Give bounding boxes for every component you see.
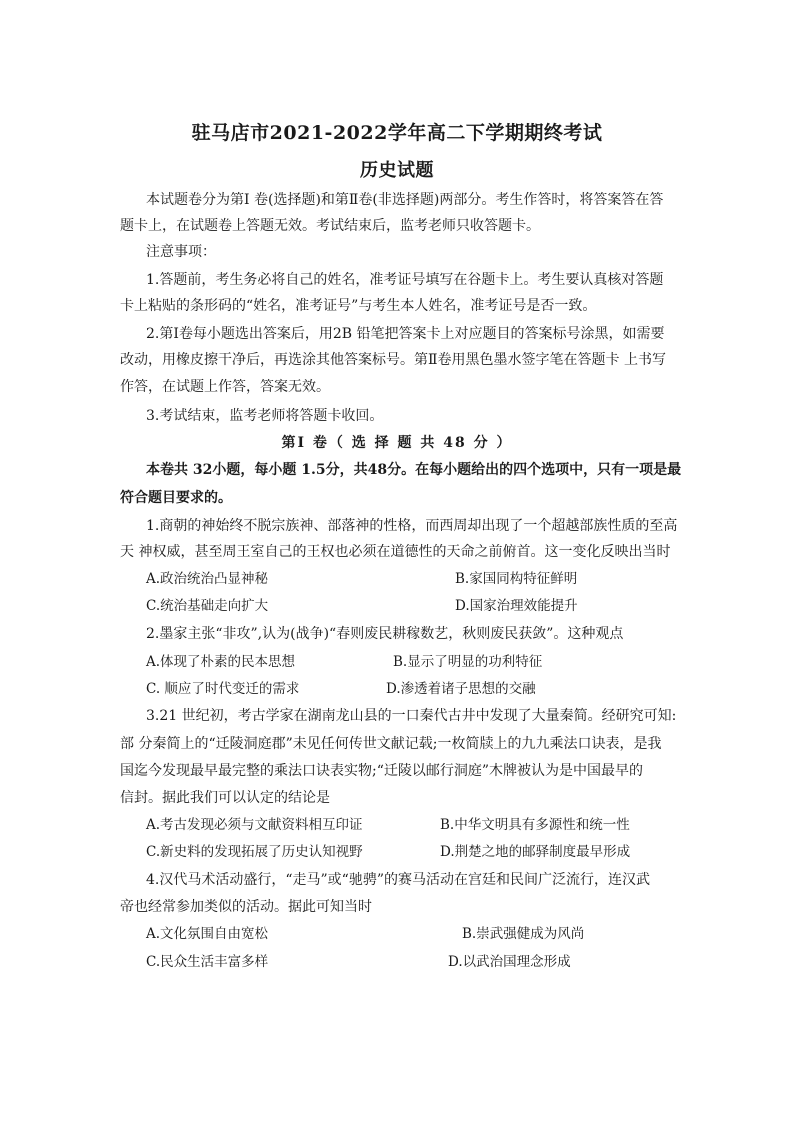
question-1-stem: 1.商朝的神始终不脱宗族神、部落神的性格，而西周却出现了一个超越部族性质的至高 bbox=[146, 518, 678, 534]
exam-title: 驻马店市2021-2022学年高二下学期期终考试 bbox=[191, 122, 603, 144]
question-2-stem: 2.墨家主张“非攻”,认为(战争)“春则废民耕稼数艺，秋则废民获敛”。这种观点 bbox=[146, 626, 624, 642]
section-heading: 第Ⅰ 卷（ 选 择 题 共 48 分 ） bbox=[281, 435, 513, 451]
question-3-stem: 3.21 世纪初，考古学家在湖南龙山县的一口秦代古井中发现了大量秦简。经研究可知: bbox=[146, 708, 677, 724]
notice-heading: 注意事项： bbox=[146, 244, 216, 260]
question-3-stem: 国迄今发现最早最完整的乘法口诀表实物;“迁陵以邮行洞庭”木牌被认为是中国最早的 bbox=[120, 763, 644, 779]
question-1-stem: 天 神权威，甚至周王室自己的王权也必须在道德性的天命之前俯首。这一变化反映出当时 bbox=[120, 544, 671, 560]
q3-option-c: C.新史料的发现拓展了历史认知视野 bbox=[146, 844, 363, 860]
q2-option-d: D.渗透着诸子思想的交融 bbox=[386, 681, 536, 697]
question-3-stem: 信封。据此我们可以认定的结论是 bbox=[120, 790, 330, 806]
notice-line: 作答，在试题上作答，答案无效。 bbox=[120, 379, 330, 395]
question-4-stem: 帝也经常参加类似的活动。据此可知当时 bbox=[120, 899, 372, 915]
q3-option-b: B.中华文明具有多源性和统一性 bbox=[440, 817, 630, 833]
q4-option-d: D.以武治国理念形成 bbox=[448, 954, 571, 970]
q2-option-a: A.体现了朴素的民本思想 bbox=[146, 654, 296, 670]
notice-line: 2.第Ⅰ卷每小题选出答案后，用2B 铅笔把答案卡上对应题目的答案标号涂黑，如需要 bbox=[146, 326, 665, 342]
q3-option-d: D.荆楚之地的邮驿制度最早形成 bbox=[440, 844, 631, 860]
section-desc: 本卷共 32小题，每小题 1.5分，共48分。在每小题给出的四个选项中，只有一项是最 bbox=[146, 462, 682, 478]
notice-line: 3.考试结束，监考老师将答题卡收回。 bbox=[146, 408, 384, 424]
q2-option-c: C. 顺应了时代变迁的需求 bbox=[146, 681, 300, 697]
notice-line: 1.答题前，考生务必将自己的姓名，准考证号填写在谷题卡上。考生要认真核对答题 bbox=[146, 272, 664, 288]
notice-line: 卡上粘贴的条形码的“姓名，准考证号”与考生本人姓名，准考证号是否一致。 bbox=[120, 298, 597, 314]
exam-subtitle: 历史试题 bbox=[360, 160, 434, 181]
q1-option-d: D.国家治理效能提升 bbox=[455, 598, 578, 614]
q3-option-a: A.考古发现必须与文献资料相互印证 bbox=[146, 817, 363, 833]
q4-option-a: A.文化氛围自由宽松 bbox=[146, 926, 269, 942]
section-desc: 符合题目要求的。 bbox=[120, 490, 232, 506]
q1-option-b: B.家国同构特征鲜明 bbox=[455, 571, 578, 587]
intro-line: 题卡上，在试题卷上答题无效。考试结束后，监考老师只收答题卡。 bbox=[120, 218, 540, 234]
q1-option-c: C.统治基础走向扩大 bbox=[146, 598, 269, 614]
q4-option-b: B.崇武强健成为风尚 bbox=[462, 926, 585, 942]
q2-option-b: B.显示了明显的功利特征 bbox=[393, 654, 543, 670]
q1-option-a: A.政治统治凸显神秘 bbox=[146, 571, 269, 587]
question-3-stem: 部 分秦简上的“迁陵洞庭郡”未见任何传世文献记载;一枚简牍上的九九乘法口诀表，是我 bbox=[120, 736, 662, 752]
intro-line: 本试题卷分为第Ⅰ 卷(选择题)和第Ⅱ卷(非选择题)两部分。考生作答时，将答案答在答 bbox=[146, 192, 664, 208]
notice-line: 改动，用橡皮擦干净后，再选涂其他答案标号。第Ⅱ卷用黑色墨水签字笔在答题卡 上书写 bbox=[120, 352, 666, 368]
q4-option-c: C.民众生活丰富多样 bbox=[146, 954, 269, 970]
question-4-stem: 4.汉代马术活动盛行，“走马”或“驰骋”的赛马活动在宫廷和民间广泛流行，连汉武 bbox=[146, 872, 650, 888]
